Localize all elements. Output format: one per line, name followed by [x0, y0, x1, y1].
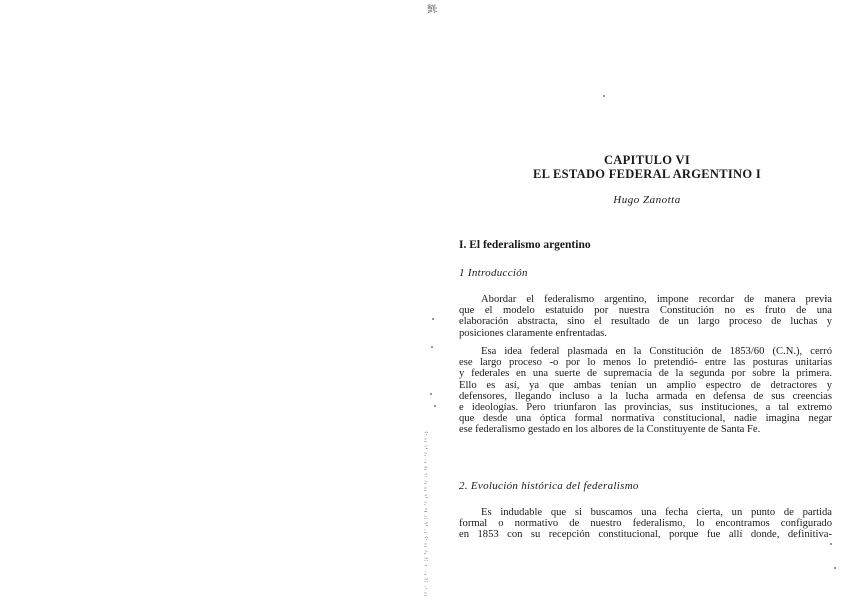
scan-speck [834, 567, 836, 569]
section-heading: I. El federalismo argentino [459, 239, 591, 251]
scan-speck [430, 393, 432, 395]
scan-speck [603, 95, 605, 97]
scan-noise: ·:· :: ·.: :· .: ::· ·: :.· :: ·:. :· .:: :·. ·:: :. ·:· :: .:· :·: ·· .: :·: ·. :: [424, 429, 428, 598]
subsection-heading: 2. Evolución histórica del federalismo [459, 480, 639, 492]
text-line: Abordar el federalismo argentino, impone recordar de manera previa [481, 294, 832, 305]
text-line: e ideologías. Pero triunfaron las provincias, sus instituciones, a tal extremo [459, 402, 832, 414]
text-line: formal o normativo de nuestro federalismo, lo encontramos configurado [459, 518, 832, 530]
text-line: posiciones claramente enfrentadas. [459, 327, 607, 339]
text-line: y federales en una suerte de supremacía de la segunda por sobre la primera. [459, 368, 832, 380]
text-line: defensores, llegando incluso a la lucha armada en defensa de sus creencias [459, 390, 832, 402]
chapter-number: CAPITULO VI [603, 153, 691, 167]
text-line: que el modelo estatuido por nuestra Constitución no es fruto de una [459, 305, 832, 317]
scan-speck [431, 346, 433, 348]
paragraph-3 [459, 507, 832, 541]
text-line: ese largo proceso -o por lo menos lo pretendió- entre las posturas unitarias [459, 357, 832, 369]
text-line: Ello es así, ya que ambas tenían un amplio espectro de detractores y [459, 379, 832, 391]
chapter-title: EL ESTADO FEDERAL ARGENTINO I [533, 167, 761, 181]
text-line: en 1853 con su recepción constitucional, porque fue allí donde, definitiva- [459, 529, 832, 541]
paragraph-2 [459, 346, 832, 436]
scan-speck [830, 543, 832, 545]
text-line: que desde una óptica formal normativa constitucional, nadie imagina negar [459, 413, 832, 425]
gutter-mark: 劉: [427, 4, 437, 14]
text-line: Es indudable que si buscamos una fecha cierta, un punto de partida [481, 507, 832, 518]
scan-speck [434, 405, 436, 407]
paragraph-1 [459, 294, 832, 339]
subsection-heading: 1 Introducción [459, 267, 528, 279]
text-line: elaboración abstracta, sino el resultado de un largo proceso de luchas y [459, 316, 832, 328]
author-name: Hugo Zanotta [613, 194, 681, 206]
text-line: ese federalismo gestado en los albores de la Constituyente de Santa Fe. [459, 424, 761, 436]
scan-speck [432, 318, 434, 320]
text-line: Esa idea federal plasmada en la Constitución de 1853/60 (C.N.), cerró [481, 346, 832, 357]
